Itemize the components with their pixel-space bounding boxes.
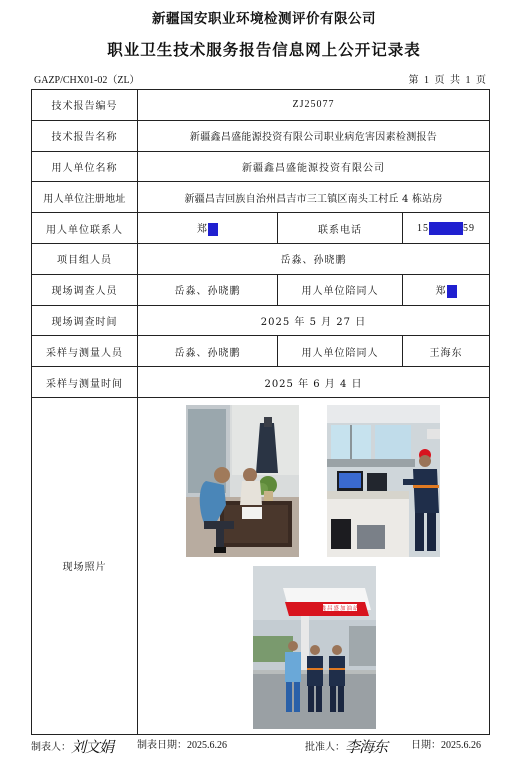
survey-companion-cell [403,274,490,305]
table-row [32,397,490,734]
preparer [31,736,113,757]
survey-staff-value: 岳淼、孙晓鹏 [138,274,278,305]
team-label: 项目组人员 [32,243,138,274]
approval-date [411,736,481,751]
photos-label: 现场照片 [32,397,138,734]
redaction-mark [429,222,463,235]
site-photo-control-room [327,405,440,557]
table-row [32,336,490,367]
survey-companion-label: 用人单位陪同人 [278,274,403,305]
address-value: 新疆昌吉回族自治州昌吉市三工镇区南头工村丘 4 栋站房 [138,182,490,213]
address-label: 用人单位注册地址 [32,182,138,213]
table-row [32,305,490,336]
approver-label: 批准人： [305,742,345,753]
record-table [31,89,490,735]
document-number: GAZP/CHX01-02（ZL） [34,75,140,86]
sampling-staff-value: 岳淼、孙晓鹏 [138,336,278,367]
table-row [32,120,490,151]
prep-date [137,736,227,751]
survey-companion-name: 郑 [435,285,447,297]
table-row [32,90,490,121]
report-no-label: 技术报告编号 [32,90,138,121]
phone-label: 联系电话 [278,213,403,244]
table-row [32,274,490,305]
report-name-label: 技术报告名称 [32,120,138,151]
survey-staff-label: 现场调查人员 [32,274,138,305]
survey-time-label: 现场调查时间 [32,305,138,336]
table-row [32,243,490,274]
table-row [32,367,490,398]
sampling-staff-label: 采样与测量人员 [32,336,138,367]
site-photo-office [186,405,299,557]
sampling-companion-label: 用人单位陪同人 [278,336,403,367]
prep-date-value: 2025.6.26 [187,740,227,751]
prep-date-label: 制表日期： [137,740,187,751]
phone-prefix: 15 [417,222,429,234]
redaction-mark [208,223,218,236]
phone-cell [403,213,490,244]
contact-label: 用人单位联系人 [32,213,138,244]
preparer-signature: 刘文娟 [71,738,114,756]
employer-value: 新疆鑫昌盛能源投资有限公司 [138,151,490,182]
sampling-time-value: 2025 年 6 月 4 日 [138,367,490,398]
station-sign: 鑫昌盛加油站 [320,605,360,612]
approver [305,736,387,757]
survey-time-value: 2025 年 5 月 27 日 [138,305,490,336]
table-row [32,182,490,213]
table-row [32,151,490,182]
contact-name-cell [138,213,278,244]
page-indicator: 第 1 页 共 1 页 [408,75,486,86]
redaction-mark [447,285,457,298]
contact-name: 郑 [197,224,208,236]
report-no-value: ZJ25077 [138,90,490,121]
approval-date-value: 2025.6.26 [441,740,481,751]
team-value: 岳淼、孙晓鹏 [138,243,490,274]
report-name-value: 新疆鑫昌盛能源投资有限公司职业病危害因素检测报告 [138,120,490,151]
site-photo-gas-station [253,566,376,729]
table-row [32,213,490,244]
phone-suffix: 59 [463,222,475,234]
approval-date-label: 日期： [411,740,441,751]
approver-signature: 李海东 [345,738,388,756]
preparer-label: 制表人： [31,742,71,753]
company-name: 新疆国安职业环境检测评价有限公司 [152,11,376,27]
employer-label: 用人单位名称 [32,151,138,182]
sampling-companion-value: 王海东 [403,336,490,367]
sampling-time-label: 采样与测量时间 [32,367,138,398]
photos-cell [138,397,490,734]
page-title: 职业卫生技术服务报告信息网上公开记录表 [107,40,421,59]
